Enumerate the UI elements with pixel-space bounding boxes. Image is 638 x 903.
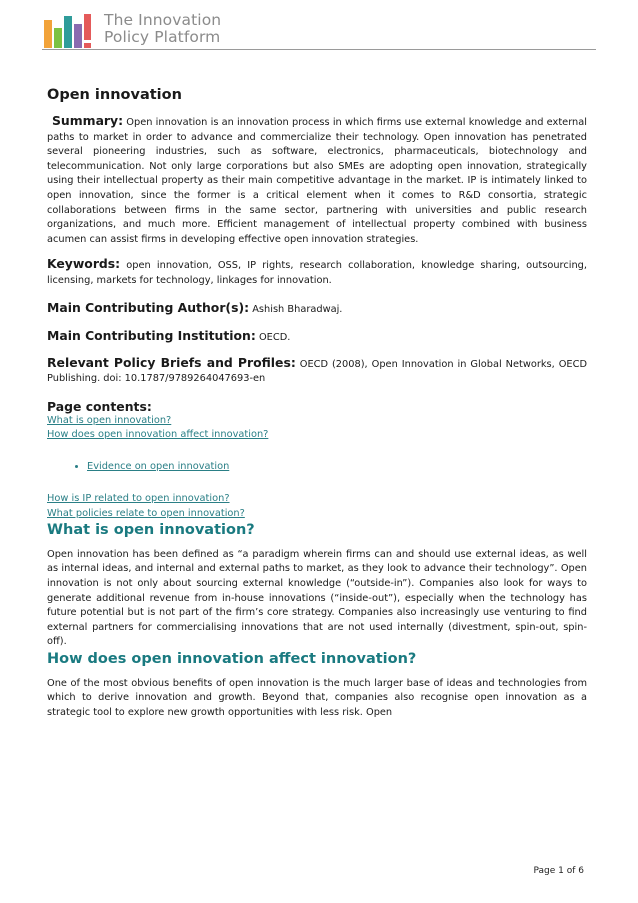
toc-sublist-item — [87, 460, 587, 474]
toc-link-evidence[interactable]: Evidence on open innovation — [87, 461, 230, 473]
section-text-what-is: Open innovation has been defined as “a paradigm wherein firms can and should use external ideas, as well as internal ideas, and internal and external paths to market, as they look to advance their technology”. Open innovation is not only about sourcing external knowledge (“outside-in”). Companies also look for ways to generate additional revenue from in-house innovations (“inside-out”), especially when the technology has future potential but is not part of the firm’s core strategy. Companies also increasingly use venturing to find external partners for commercialising innovations that are not used internally (divestment, spin-out, spin-off). — [47, 548, 587, 648]
logo-line-1: The Innovation — [104, 11, 222, 29]
section-heading-how-affect: How does open innovation affect innovation? — [47, 650, 417, 667]
summary-label: Summary: — [52, 113, 124, 128]
keywords-label: Keywords: — [47, 256, 121, 272]
page-contents-label: Page contents: — [47, 398, 152, 414]
page-title: Open innovation — [47, 87, 182, 103]
section-heading-what-is: What is open innovation? — [47, 521, 255, 538]
toc-link-how-affect[interactable]: How does open innovation affect innovation? — [47, 429, 269, 441]
institution-value: OECD. — [258, 332, 291, 344]
policy-briefs-label: Relevant Policy Briefs and Profiles: — [47, 354, 296, 370]
institution-block — [47, 329, 587, 346]
policy-briefs-block — [47, 356, 587, 387]
section-text-how-affect: One of the most obvious benefits of open innovation is the much larger base of ideas and technologies from which to derive innovation and growth. Beyond that, companies also recognise open innovation as a strategic tool to explore new growth opportunities with less risk. Open — [47, 677, 587, 719]
logo-text — [104, 12, 221, 46]
author-block — [47, 301, 587, 318]
toc-link-what-is[interactable]: What is open innovation? — [47, 414, 172, 426]
toc-link-policies[interactable]: What policies relate to open innovation? — [47, 507, 245, 519]
site-header — [42, 10, 596, 50]
toc-sublist — [47, 460, 587, 474]
keywords-text: open innovation, OSS, IP rights, research collaboration, knowledge sharing, outsourcing, licensing, markets for technology, linkages for innovation. — [47, 260, 587, 286]
header-divider — [42, 49, 596, 50]
logo-line-2: Policy Platform — [104, 28, 221, 46]
policy-briefs-value: OECD (2008), Open Innovation in Global Networks, OECD Publishing. doi: 10.1787/9789264047693-en — [47, 358, 587, 385]
toc-link-ip-related[interactable]: How is IP related to open innovation? — [47, 493, 230, 505]
page-number: Page 1 of 6 — [533, 866, 584, 876]
summary-block — [47, 114, 587, 247]
logo-icon — [44, 14, 92, 52]
summary-text: Open innovation is an innovation process in which firms use external knowledge and external paths to market in order to advance and commercialize their technology. Open innovation has penetrated several pioneering industries, such as software, electronics, pharmaceuticals, biotechnology and telecommunication. Not only large corporations but also SMEs are adopting open innovation, strategically using their intellectual property as their main competitive advantage in the market. IP is intimately linked to open innovation, since the former is a critical element when it comes to R&D consortia, strategic collaborations between firms in the same sector, partnering with universities and public research organizations, and much more. Efficient management of intellectual property combined with business acumen can assist firms in developing effective open innovation strategies. — [47, 117, 587, 245]
author-value: Ashish Bharadwaj. — [252, 303, 343, 315]
document-body — [47, 86, 587, 721]
author-label: Main Contributing Author(s): — [47, 299, 250, 315]
keywords-block — [47, 257, 587, 288]
institution-label: Main Contributing Institution: — [47, 328, 256, 344]
